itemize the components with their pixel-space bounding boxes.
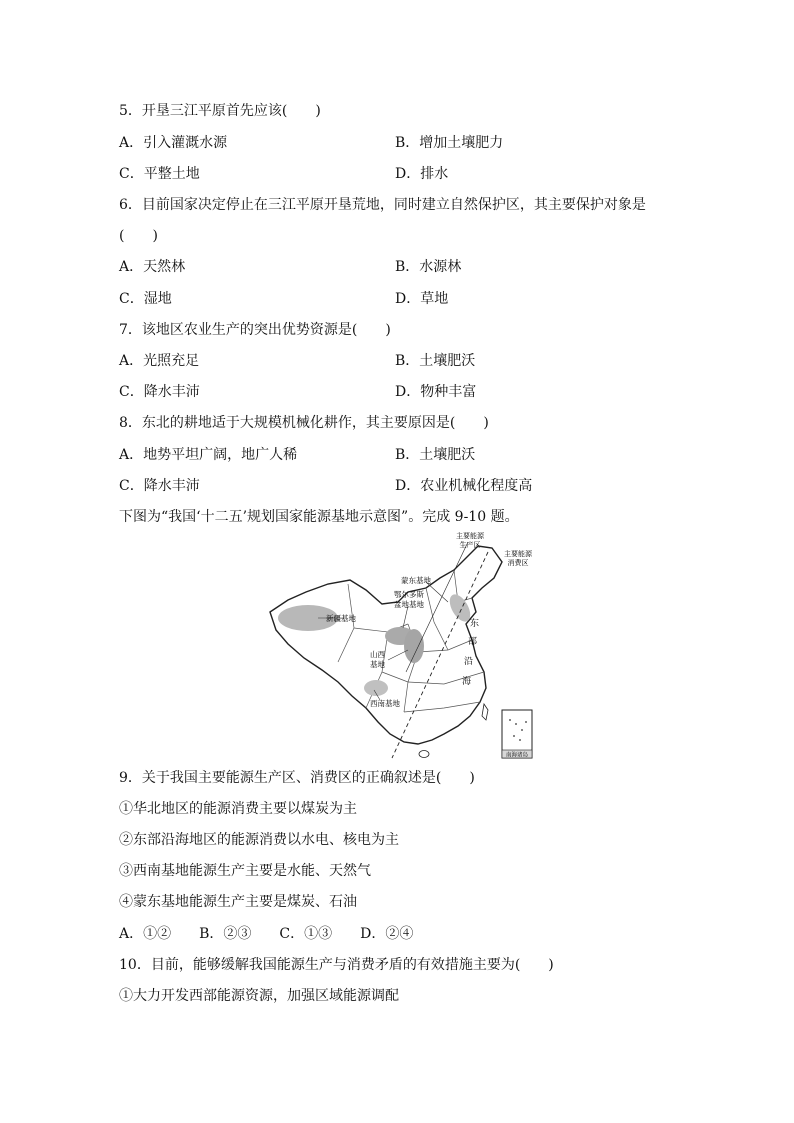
inset-caption: 南海诸岛: [505, 752, 529, 759]
q9-statement-4: ④蒙东基地能源生产主要是煤炭、石油: [119, 894, 357, 910]
label-erdos-line1: 鄂尔多斯: [394, 590, 424, 599]
q6-stem: 6．目前国家决定停止在三江平原开垦荒地，同时建立自然保护区，其主要保护对象是: [119, 197, 646, 213]
q5-option-b: B．增加土壤肥力: [395, 135, 504, 151]
legend-consumption-line1: 主要能源: [504, 550, 532, 558]
q5-option-c: C．平整土地: [119, 166, 200, 182]
q5-option-d: D．排水: [395, 166, 449, 182]
label-xinjiang-base: 新疆基地: [326, 614, 356, 623]
energy-base-map: [258, 532, 538, 762]
q6-option-d: D．草地: [395, 291, 449, 307]
q7-stem: 7．该地区农业生产的突出优势资源是( ): [119, 322, 391, 338]
label-east-char-4: 海: [462, 677, 472, 687]
shanxi-base-region: [404, 629, 424, 663]
q9-stem: 9．关于我国主要能源生产区、消费区的正确叙述是( ): [119, 770, 475, 786]
legend-production-line2: 生产区: [459, 541, 481, 549]
q9-statement-1: ①华北地区的能源消费主要以煤炭为主: [119, 801, 357, 817]
q6-option-b: B．水源林: [395, 259, 462, 275]
q7-option-b: B．土壤肥沃: [395, 353, 476, 369]
q8-option-c: C．降水丰沛: [119, 478, 200, 494]
legend-production-line1: 主要能源: [456, 532, 484, 540]
q8-option-b: B．土壤肥沃: [395, 447, 476, 463]
figure-intro: 下图为“我国‘十二五’规划国家能源基地示意图”。完成 9-10 题。: [119, 509, 519, 525]
q8-stem: 8．东北的耕地适于大规模机械化耕作，其主要原因是( ): [119, 415, 489, 431]
q9-options: A．①② B．②③ C．①③ D．②④: [119, 926, 414, 942]
hainan-island: [419, 751, 429, 758]
label-shanxi-line1: 山西: [370, 650, 385, 659]
label-southwest-base: 西南基地: [370, 699, 400, 708]
q8-option-d: D．农业机械化程度高: [395, 478, 533, 494]
label-east-char-1: 东: [470, 619, 480, 629]
label-east-char-2: 部: [468, 637, 478, 647]
q6-option-c: C．湿地: [119, 291, 172, 307]
q7-option-d: D．物种丰富: [395, 384, 477, 400]
q10-stem: 10．目前，能够缓解我国能源生产与消费矛盾的有效措施主要为( ): [119, 957, 554, 973]
q7-option-a: A．光照充足: [119, 353, 200, 369]
q5-stem: 5．开垦三江平原首先应该( ): [119, 103, 321, 119]
legend-consumption-line2: 消费区: [507, 559, 529, 567]
q8-option-a: A．地势平坦广阔，地广人稀: [119, 447, 298, 463]
q5-option-a: A．引入灌溉水源: [119, 135, 228, 151]
q7-option-c: C．降水丰沛: [119, 384, 200, 400]
label-erdos-line2: 盆地基地: [394, 600, 424, 609]
q6-option-a: A．天然林: [119, 259, 186, 275]
q9-statement-3: ③西南基地能源生产主要是水能、天然气: [119, 863, 371, 879]
label-shanxi-line2: 基地: [370, 660, 385, 669]
q10-statement-1: ①大力开发西部能源资源，加强区域能源调配: [119, 988, 399, 1004]
label-east-char-3: 沿: [464, 657, 474, 667]
label-mengdong-base: 蒙东基地: [401, 576, 431, 585]
taiwan-island: [482, 704, 488, 720]
q9-statement-2: ②东部沿海地区的能源消费以水电、核电为主: [119, 832, 399, 848]
q6-stem-bracket: ( ): [119, 228, 158, 244]
